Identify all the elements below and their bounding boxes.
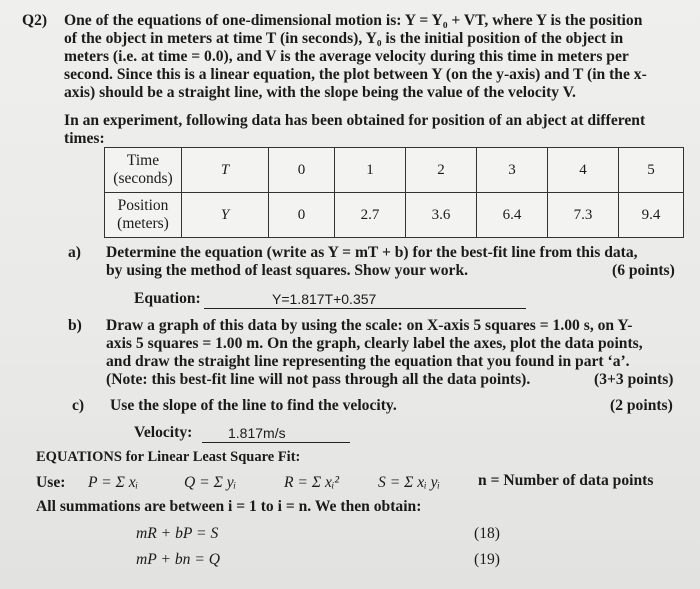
part-c-answer-label: Velocity: (134, 424, 193, 441)
table-label-time: Time (seconds) (105, 148, 182, 193)
part-a-answer-label: Equation: (134, 290, 201, 307)
summation-note: All summations are between i = 1 to i = n. We then obtain: (36, 498, 422, 515)
part-c-line-1: Use the slope of the line to find the velocity. (110, 397, 397, 414)
part-b-line-2: axis 5 squares = 1.00 m. On the graph, clearly label the axes, plot the data points, (106, 335, 643, 352)
part-c-answer-value: 1.817m/s (228, 425, 286, 441)
intro-line-5: axis) should be a straight line, with the slope being the value of the velocity V. (64, 84, 576, 101)
table-cell: 5 (619, 148, 684, 193)
table-cell: 4 (548, 148, 619, 193)
part-a-answer-value: Y=1.817T+0.357 (272, 291, 377, 307)
table-cell: 3 (477, 148, 548, 193)
table-cell: 0 (269, 193, 335, 238)
table-symbol-t: T (182, 148, 269, 193)
part-b-line-3: and draw the straight line representing the equation that you found in part ‘a’. (106, 353, 630, 370)
table-row-position (105, 193, 684, 238)
table-cell: 2.7 (335, 193, 406, 238)
use-label: Use: (36, 474, 66, 491)
experiment-line-1: In an experiment, following data has been obtained for position of an abject at different (64, 112, 646, 129)
table-cell: 9.4 (619, 193, 684, 238)
equation-18-number: (18) (474, 525, 500, 542)
table-symbol-y: Y (182, 193, 269, 238)
q-definition: Q = Σ yᵢ (184, 474, 237, 491)
table-cell: 6.4 (477, 193, 548, 238)
table-cell: 3.6 (406, 193, 477, 238)
part-b-label: b) (68, 317, 82, 334)
part-a-line-1: Determine the equation (write as Y = mT + b) for the best-fit line from this data, (106, 244, 638, 261)
part-c-answer (202, 424, 350, 443)
part-a-label: a) (68, 244, 81, 261)
table-cell: 7.3 (548, 193, 619, 238)
intro-line-2: of the object in meters at time T (in seconds), Y₀ is the initial position of the object in (64, 30, 624, 47)
part-c-label: c) (72, 397, 85, 414)
part-b-line-1: Draw a graph of this data by using the scale: on X-axis 5 squares = 1.00 s, on Y- (106, 317, 633, 334)
table-label-position: Position (meters) (105, 193, 182, 238)
part-a-line-2: by using the method of least squares. Show your work. (106, 262, 469, 279)
table-row-time (105, 148, 684, 193)
part-b-points: (3+3 points) (594, 371, 674, 388)
data-table (104, 147, 684, 238)
part-a-points: (6 points) (612, 262, 675, 279)
experiment-line-2: times: (64, 130, 105, 147)
equation-19: mP + bn = Q (136, 551, 220, 568)
part-a-answer (204, 290, 526, 309)
part-b-line-4: (Note: this best-fit line will not pass through all the data points). (106, 371, 531, 388)
question-number: Q2) (22, 12, 48, 29)
p-definition: P = Σ xᵢ (88, 474, 139, 491)
table-cell: 2 (406, 148, 477, 193)
s-definition: S = Σ xᵢ yᵢ (378, 474, 440, 491)
part-c-points: (2 points) (610, 397, 673, 414)
table-cell: 0 (269, 148, 335, 193)
equations-heading: EQUATIONS for Linear Least Square Fit: (36, 449, 301, 465)
intro-line-4: second. Since this is a linear equation, the plot between Y (on the y-axis) and T (in the x- (64, 66, 647, 83)
equation-18: mR + bP = S (136, 525, 219, 542)
r-definition: R = Σ xᵢ² (284, 474, 340, 491)
equation-19-number: (19) (474, 551, 500, 568)
intro-line-3: meters (i.e. at time = 0.0), and V is the average velocity during this time in meters per (64, 48, 629, 65)
table-cell: 1 (335, 148, 406, 193)
n-definition: n = Number of data points (478, 472, 654, 489)
intro-line-1: One of the equations of one-dimensional motion is: Y = Y₀ + VT, where Y is the position (64, 12, 643, 29)
